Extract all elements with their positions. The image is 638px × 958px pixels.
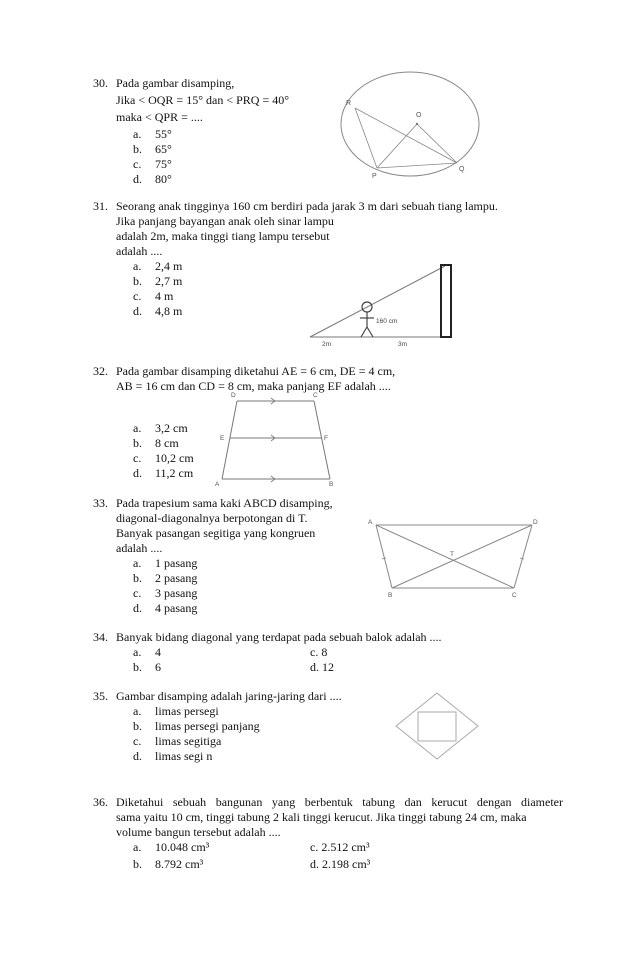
trapezoid-efl-figure xyxy=(212,387,342,487)
option-a[interactable]: a. 10.048 cm³ xyxy=(133,840,210,854)
label-f: F xyxy=(324,435,328,442)
question-text: volume bangun tersebut adalah .... xyxy=(116,825,281,839)
option-a[interactable]: a. 3,2 cm xyxy=(133,421,188,435)
option-d[interactable]: d. 4 pasang xyxy=(133,601,198,615)
label-a: A xyxy=(368,519,373,526)
option-c[interactable]: c. 3 pasang xyxy=(133,586,198,600)
option-b[interactable]: b. 8 cm xyxy=(133,436,179,450)
label-p: P xyxy=(372,173,377,180)
question-text: Seorang anak tingginya 160 cm berdiri pada jarak 3 m dari sebuah tiang lampu. xyxy=(116,199,498,213)
circle-figure xyxy=(335,66,485,186)
question-text: Diketahui sebuah bangunan yang berbentuk tabung dan kerucut dengan diameter xyxy=(116,795,563,809)
trapezoid-diagonals-figure xyxy=(362,512,547,602)
option-d[interactable]: d. limas segi n xyxy=(133,749,213,763)
pyramid-net-figure xyxy=(392,689,482,764)
question-text: adalah .... xyxy=(116,244,163,258)
question-number: 31. xyxy=(93,199,108,213)
option-b[interactable]: b. 8.792 cm³ xyxy=(133,857,204,871)
option-b[interactable]: b. limas persegi panjang xyxy=(133,719,260,733)
label-a: A xyxy=(215,481,220,487)
option-b[interactable]: b. 65° xyxy=(133,142,172,156)
label-d: D xyxy=(533,519,538,526)
question-text: adalah .... xyxy=(116,541,163,555)
question-text: Jika panjang bayangan anak oleh sinar lampu xyxy=(116,214,334,228)
option-b[interactable]: b. 2 pasang xyxy=(133,571,198,585)
option-d[interactable]: d. 2.198 cm³ xyxy=(310,857,371,871)
label-height: 160 cm xyxy=(376,318,398,325)
option-c[interactable]: c. limas segitiga xyxy=(133,734,222,748)
question-number: 35. xyxy=(93,689,108,703)
option-b[interactable]: b. 2,7 m xyxy=(133,274,183,288)
question-text: Jika < OQR = 15° dan < PRQ = 40° xyxy=(116,93,290,107)
question-number: 32. xyxy=(93,364,108,378)
question-text: maka < QPR = .... xyxy=(116,110,203,124)
question-text: Pada gambar disamping diketahui AE = 6 cm, DE = 4 cm, xyxy=(116,364,396,378)
question-text: diagonal-diagonalnya berpotongan di T. xyxy=(116,511,308,525)
option-c[interactable]: c. 10,2 cm xyxy=(133,451,194,465)
question-number: 33. xyxy=(93,496,108,510)
label-d: D xyxy=(231,392,236,399)
option-a[interactable]: a. limas persegi xyxy=(133,704,219,718)
lamp-shadow-figure xyxy=(300,260,470,350)
question-text: sama yaitu 10 cm, tinggi tabung 2 kali tinggi kerucut. Jika tinggi tabung 24 cm, maka xyxy=(116,810,527,824)
label-c: C xyxy=(313,392,318,399)
question-text: Pada trapesium sama kaki ABCD disamping, xyxy=(116,496,333,510)
option-c[interactable]: c. 8 xyxy=(310,645,328,659)
option-d[interactable]: d. 80° xyxy=(133,172,172,186)
option-c[interactable]: c. 75° xyxy=(133,157,172,171)
question-number: 34. xyxy=(93,630,108,644)
option-b[interactable]: b. 6 xyxy=(133,660,161,674)
question-text: Pada gambar disamping, xyxy=(116,76,235,90)
question-text: Banyak pasangan segitiga yang kongruen xyxy=(116,526,316,540)
label-b: B xyxy=(388,592,393,599)
label-distance: 3m xyxy=(398,341,408,348)
option-a[interactable]: a. 1 pasang xyxy=(133,556,198,570)
question-number: 30. xyxy=(93,76,108,90)
label-o: O xyxy=(416,112,422,119)
option-c[interactable]: c. 4 m xyxy=(133,289,174,303)
label-c: C xyxy=(512,592,517,599)
option-a[interactable]: a. 4 xyxy=(133,645,161,659)
label-r: R xyxy=(346,100,352,107)
label-shadow: 2m xyxy=(322,341,332,348)
label-e: E xyxy=(220,435,225,442)
question-number: 36. xyxy=(93,795,108,809)
label-b: B xyxy=(329,481,334,487)
question-text: Banyak bidang diagonal yang terdapat pada sebuah balok adalah .... xyxy=(116,630,442,644)
question-text: AB = 16 cm dan CD = 8 cm, maka panjang EF adalah .... xyxy=(116,379,391,393)
option-a[interactable]: a. 55° xyxy=(133,127,172,141)
option-c[interactable]: c. 2.512 cm³ xyxy=(310,840,370,854)
label-q: Q xyxy=(459,166,465,173)
option-a[interactable]: a. 2,4 m xyxy=(133,259,183,273)
option-d[interactable]: d. 11,2 cm xyxy=(133,466,194,480)
option-d[interactable]: d. 12 xyxy=(310,660,334,674)
question-text: Gambar disamping adalah jaring-jaring dari .... xyxy=(116,689,342,703)
option-d[interactable]: d. 4,8 m xyxy=(133,304,183,318)
question-text: adalah 2m, maka tinggi tiang lampu tersebut xyxy=(116,229,330,243)
label-t: T xyxy=(450,551,454,558)
